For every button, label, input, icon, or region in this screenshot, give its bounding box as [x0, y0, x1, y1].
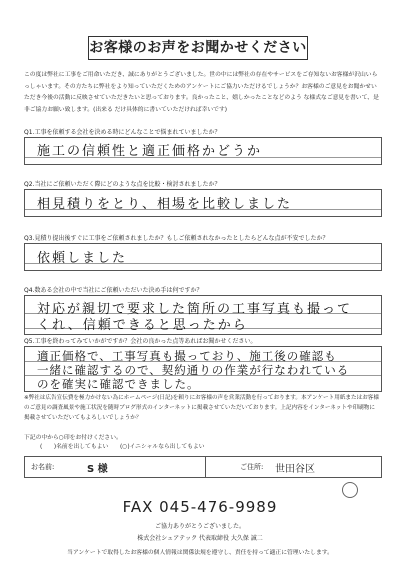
page-title: お客様のお声をお聞かせください [88, 36, 308, 60]
answer-4-line-2: くれ、信頼できると思ったから [37, 318, 248, 333]
name-address-row [24, 456, 382, 478]
consent-option-name: ( )名前を出してもよい [40, 444, 109, 450]
answer-box-1 [24, 137, 382, 165]
publication-notice: ※弊社は広告宣伝費を極力かけない為にホームページ(日記)を頼りにお客様の声を営業活動を行っております。本アンケート用紙またはお客様のご意見の調査風景や施工状況を随時ブログ形式のインターネットに掲載させていただいております。上記内容をインターネットや印刷物に掲載させていただいてもよろしいでしょうか？ [24, 395, 379, 421]
answer-box-2 [24, 189, 382, 217]
name-label: お名前: [31, 463, 55, 471]
question-1: Q1.工事を依頼する会社を決める時にどんなことで悩まれていましたか？ [24, 129, 221, 136]
answer-5-line-1: 適正価格で、工事写真も撮っており、施工後の確認も [37, 349, 337, 363]
answer-box-5 [24, 346, 382, 392]
question-4: Q4.数ある会社の中で当社にご依頼いただいた決め手は何ですか？ [24, 287, 203, 294]
answer-3-line-1: 依頼しました [37, 251, 128, 266]
fax-number: FAX 045-476-9989 [122, 498, 278, 516]
consent-option-initial: (○)イニシャルなら出してもよい [120, 444, 205, 450]
question-3: Q3.見積り提出後すぐに工事をご依頼されましたか？もしご依頼されなかったとしたらどんな点が不安でしたか？ [24, 235, 329, 242]
name-value: S 様 [87, 464, 108, 475]
answer-2-line-1: 相見積りをとり、相場を比較しました [37, 197, 293, 212]
answer-box-4 [24, 295, 382, 335]
company-name: 株式会社シェアテック 代表取締役 大久保 誠二 [137, 535, 263, 542]
answer-5-line-2: 一緒に確認するので、契約通りの作業が行なわれている [37, 363, 350, 377]
question-5: Q5.工事を終わってみていかがですか？会社の良かった点等あればお聞かせください。 [24, 338, 257, 345]
answer-5-line-3: のを確実に確認できました。 [37, 377, 200, 391]
consent-header: 下記の中から○印をお付けください。 [24, 435, 122, 441]
thanks-text: ご協力ありがとうございました。 [154, 523, 245, 530]
stamp-icon [342, 482, 358, 498]
privacy-footer: 当アンケートで取得したお客様の個人情報は関係法規を遵守し、責任を持って適正に管理いたします。 [67, 550, 333, 556]
question-2: Q2.当社にご依頼いただく際にどのような点を比較・検討されましたか？ [24, 181, 221, 188]
intro-text: この度は弊社に工事をご用命いただき、誠にありがとうございました。世の中には弊社の存在やサービスをご存知ないお客様が沢山いらっしゃいます。その方たちに弊社をより知っていただくためのアンケートにご協力いただけるでしょうか？お客様のご意見をお聞かせいただき今後の活動に反映させていただきたいと思っております。良かったこと、嬉しかったことなどのよう な様式なご意見を書いて、是非ご協力お願い致します。(出来る だけ具体的に書いていただければ幸いです) [24, 72, 379, 113]
answer-box-3 [24, 243, 382, 271]
address-value: 世田谷区 [275, 464, 315, 475]
address-label: ご住所: [240, 463, 264, 471]
answer-4-line-1: 対応が親切で要求した箇所の工事写真も撮って [37, 302, 353, 317]
answer-1-line-1: 施工の信頼性と適正価格かどうか [37, 144, 263, 159]
